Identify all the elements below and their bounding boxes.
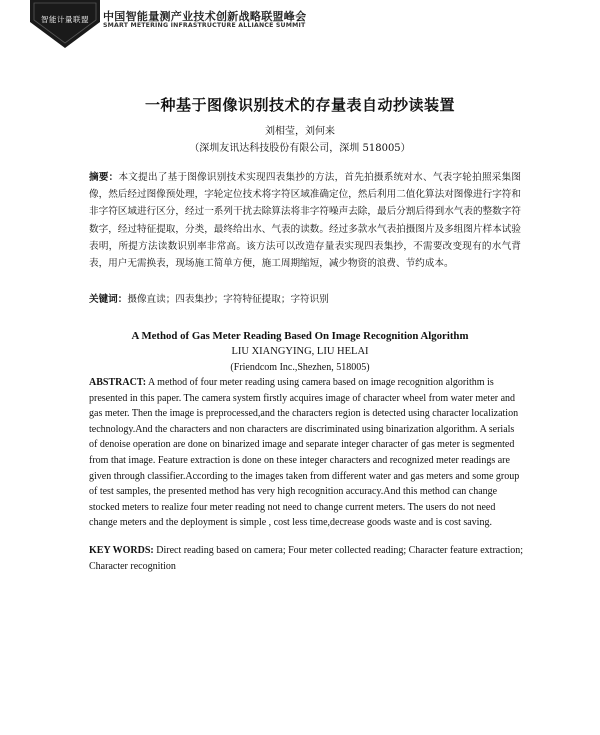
badge-text: 智能计量联盟 [41, 15, 89, 24]
paper-title-en: A Method of Gas Meter Reading Based On Image Recognition Algorithm [131, 330, 469, 342]
abstract-text-cn: 本文提出了基于图像识别技术实现四表集抄的方法，首先拍摄系统对水、气表字轮拍照采集图像，然后经过图像预处理，字轮定位技术将字符区域准确定位，然后利用二值化算法对图像进行字符和非字符区域进行区分，经过一系列干扰去除算法将非字符噪声去除，最后分割后得到水气表的整数字符数字，经过特征提取，分类，最终给出水、气表的读数。经过多款水气表拍摄图片及多组图片样本试验表明，所提方法读数识别率非常高。该方法可以改造存量表实现四表集抄，不需要改变现有的水气背表，用户无需换表，现场施工简单方便，施工周期缩短，减少物资的浪费、节约成本。 [89, 172, 522, 270]
authors-cn: 刘相莹，刘何来 [265, 126, 335, 137]
affiliation-en: (Friendcom Inc.,Shezhen, 518005) [230, 362, 370, 373]
abstract-en [89, 375, 523, 531]
keywords-cn [89, 291, 521, 305]
abstract-text-en: A method of four meter reading using camera based on image recognition algorithm is presented in this paper. The camera system firstly acquires image of character wheel from water meter and gas meter. Then the image is preprocessed,and the characters region is detected using character localization technology.And the characters and non characters are discriminated using binarization algorithm. A serials of denoise operation are done on binarized image and separate integer character of gas meter is segmented from that image. Feature extraction is done on these integer characters and recognized meter readings are given through classifier.According to the images taken from different water and gas meters and some group of test samples, the presented method has very high recognition accuracy.And this method can change stocked meters to realize four meter reading not need to change current meters. The users do not need change meters and the deployment is simple , cost less time,decrease goods waste and is cost saving. [89, 377, 520, 529]
abstract-label-en: ABSTRACT: [89, 377, 147, 388]
alliance-badge [30, 0, 100, 50]
org-name-cn: 中国智能量测产业技术创新战略联盟峰会 [103, 10, 307, 23]
keywords-label-cn: 关键词： [89, 294, 128, 305]
affiliation-cn: （深圳友讯达科技股份有限公司，深圳 518005） [189, 143, 411, 154]
badge-shape-icon [30, 0, 100, 50]
keywords-en [89, 543, 523, 574]
abstract-label-cn: 摘要： [89, 172, 119, 183]
keywords-text-en: Direct reading based on camera; Four meter collected reading; Character feature extraction; Character recognition [89, 545, 523, 572]
org-name-en: SMART METERING INFRASTRUCTURE ALLIANCE SUMMIT [103, 22, 306, 29]
abstract-cn [89, 169, 521, 272]
paper-title-cn: 一种基于图像识别技术的存量表自动抄读装置 [144, 96, 455, 114]
keywords-text-cn: 摄像直读；四表集抄；字符特征提取；字符识别 [127, 294, 329, 305]
authors-en: LIU XIANGYING, LIU HELAI [231, 346, 369, 357]
keywords-label-en: KEY WORDS: [89, 545, 154, 556]
